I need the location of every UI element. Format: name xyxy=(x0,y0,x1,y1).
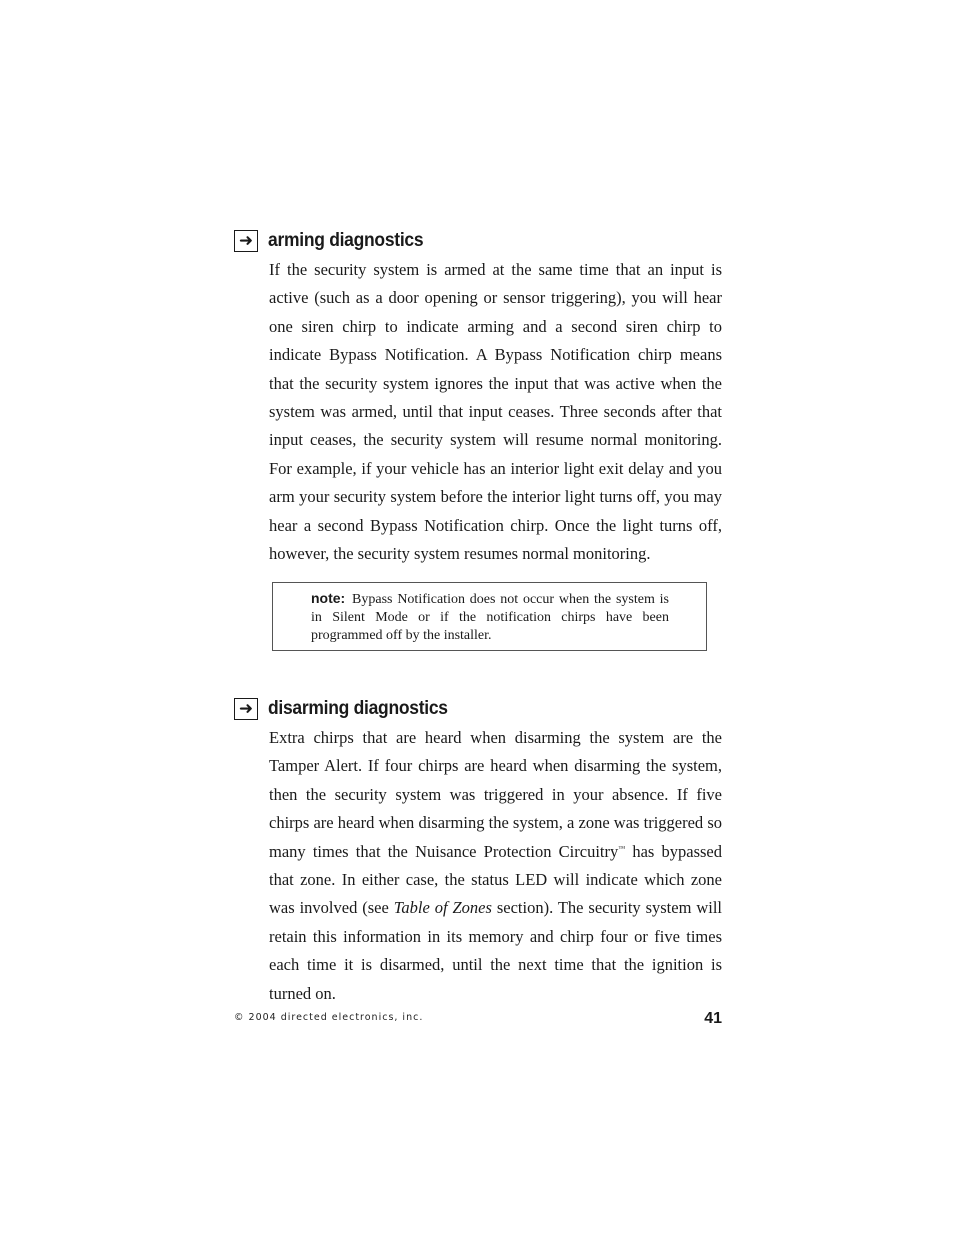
paragraph xyxy=(269,724,722,1008)
section-disarming-diagnostics xyxy=(234,696,724,1008)
page-footer xyxy=(234,1010,724,1030)
note-text xyxy=(311,589,669,645)
paragraph-part-3: section). The security system will retain this information in its memory and chirp four or five times each time it is disarmed, until the next time that the ignition is turned on. xyxy=(269,898,723,1003)
table-reference: Table of Zones xyxy=(393,898,492,918)
section-heading: arming diagnostics xyxy=(268,230,424,251)
copyright-text: © 2004 directed electronics, inc. xyxy=(234,1012,424,1023)
section-body xyxy=(269,724,722,1008)
page-number: 41 xyxy=(704,1010,722,1027)
section-arming-diagnostics xyxy=(234,228,724,568)
heading-row xyxy=(234,228,724,254)
note-box xyxy=(272,582,707,651)
trademark-symbol: ™ xyxy=(618,844,626,853)
note-body: Bypass Notification does not occur when the system is in Silent Mode or if the notification chirps have been programmed off by the installer. xyxy=(311,592,669,643)
section-body xyxy=(269,256,722,568)
paragraph: If the security system is armed at the same time that an input is active (such as a door opening or sensor triggering), you will hear one siren chirp to indicate arming and a second siren chirp to indicate Bypass Notification. A Bypass Notification chirp means that the security system ignores the input that was active when the system was armed, until that input ceases. Three seconds after that input ceases, the security system will resume normal monitoring. For example, if your vehicle has an interior light exit delay and you arm your security system before the interior light turns off, you may hear a second Bypass Notification chirp. Once the light turns off, however, the security system resumes normal monitoring. xyxy=(269,260,722,564)
arrow-right-icon: ➜ xyxy=(234,230,258,252)
heading-row xyxy=(234,696,724,722)
note-label: note: xyxy=(311,590,346,606)
paragraph-part-1: Extra chirps that are heard when disarming the system are the Tamper Alert. If four chirps are heard when disarming the system, then the security system was triggered in your absence. If five chirps are heard when disarming the system, a zone was triggered so many times that the Nuisance Protection Circuitry xyxy=(269,728,722,861)
arrow-right-icon: ➜ xyxy=(234,698,258,720)
section-heading: disarming diagnostics xyxy=(268,698,448,719)
paragraph-part-2: has bypassed that zone. In either case, the status LED will indicate which zone was involved (see xyxy=(269,841,722,918)
